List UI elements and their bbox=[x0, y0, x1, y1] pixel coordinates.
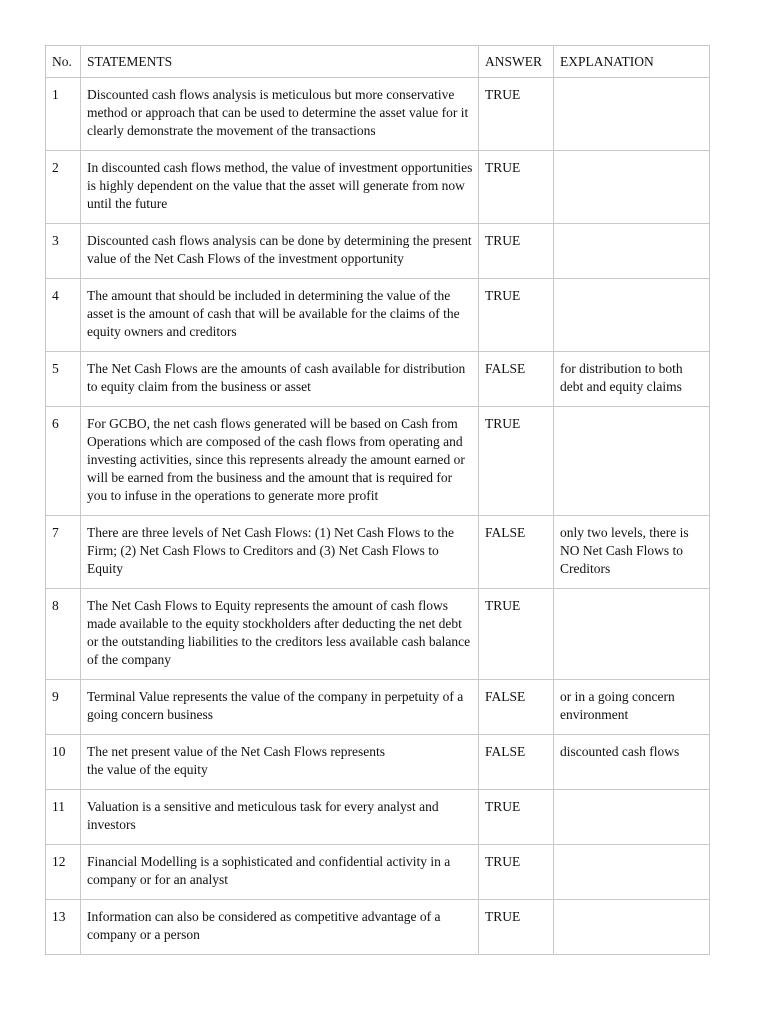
explanation-text bbox=[554, 224, 710, 279]
table-row bbox=[46, 224, 710, 279]
statement-text: The net present value of the Net Cash Flows represents the value of the equity bbox=[81, 735, 479, 790]
answer-value: TRUE bbox=[479, 589, 554, 680]
row-number: 4 bbox=[46, 279, 81, 352]
row-number: 2 bbox=[46, 151, 81, 224]
explanation-text bbox=[554, 845, 710, 900]
table-row bbox=[46, 900, 710, 955]
explanation-text bbox=[554, 407, 710, 516]
row-number: 8 bbox=[46, 589, 81, 680]
row-number: 1 bbox=[46, 78, 81, 151]
explanation-text bbox=[554, 279, 710, 352]
statements-table bbox=[45, 45, 710, 955]
explanation-text bbox=[554, 900, 710, 955]
table-row bbox=[46, 589, 710, 680]
table-row bbox=[46, 845, 710, 900]
explanation-text bbox=[554, 589, 710, 680]
explanation-text bbox=[554, 151, 710, 224]
table-row bbox=[46, 151, 710, 224]
answer-value: TRUE bbox=[479, 407, 554, 516]
answer-value: TRUE bbox=[479, 845, 554, 900]
row-number: 13 bbox=[46, 900, 81, 955]
answer-value: FALSE bbox=[479, 352, 554, 407]
statement-text: Financial Modelling is a sophisticated and confidential activity in a company or for an analyst bbox=[81, 845, 479, 900]
table-row bbox=[46, 516, 710, 589]
answer-value: TRUE bbox=[479, 78, 554, 151]
answer-value: FALSE bbox=[479, 516, 554, 589]
statement-text: Valuation is a sensitive and meticulous task for every analyst and investors bbox=[81, 790, 479, 845]
answer-value: FALSE bbox=[479, 680, 554, 735]
row-number: 10 bbox=[46, 735, 81, 790]
statement-text: In discounted cash flows method, the value of investment opportunities is highly dependent on the value that the asset will generate from now until the future bbox=[81, 151, 479, 224]
row-number: 7 bbox=[46, 516, 81, 589]
header-statements: STATEMENTS bbox=[81, 46, 479, 78]
explanation-text bbox=[554, 78, 710, 151]
table-row bbox=[46, 279, 710, 352]
answer-value: TRUE bbox=[479, 900, 554, 955]
header-explanation: EXPLANATION bbox=[554, 46, 710, 78]
row-number: 12 bbox=[46, 845, 81, 900]
explanation-text: or in a going concern environment bbox=[554, 680, 710, 735]
explanation-text: only two levels, there is NO Net Cash Flows to Creditors bbox=[554, 516, 710, 589]
table-row bbox=[46, 78, 710, 151]
answer-value: TRUE bbox=[479, 224, 554, 279]
table-row bbox=[46, 680, 710, 735]
statement-text: For GCBO, the net cash flows generated will be based on Cash from Operations which are composed of the cash flows from operating and investing activities, since this represents already the amount earned or will be earned from the business and the amount that is required for you to infuse in the operations to generate more profit bbox=[81, 407, 479, 516]
statement-text: Discounted cash flows analysis is meticulous but more conservative method or approach that can be used to determine the asset value for it clearly demonstrate the movement of the transactions bbox=[81, 78, 479, 151]
statement-text: Information can also be considered as competitive advantage of a company or a person bbox=[81, 900, 479, 955]
explanation-text: for distribution to both debt and equity claims bbox=[554, 352, 710, 407]
row-number: 6 bbox=[46, 407, 81, 516]
statement-text: Terminal Value represents the value of the company in perpetuity of a going concern business bbox=[81, 680, 479, 735]
table-row bbox=[46, 735, 710, 790]
header-row bbox=[46, 46, 710, 78]
row-number: 9 bbox=[46, 680, 81, 735]
explanation-text bbox=[554, 790, 710, 845]
statement-text: Discounted cash flows analysis can be done by determining the present value of the Net Cash Flows of the investment opportunity bbox=[81, 224, 479, 279]
row-number: 11 bbox=[46, 790, 81, 845]
table-row bbox=[46, 407, 710, 516]
explanation-text: discounted cash flows bbox=[554, 735, 710, 790]
statement-text: There are three levels of Net Cash Flows: (1) Net Cash Flows to the Firm; (2) Net Cash Flows to Creditors and (3) Net Cash Flows to Equity bbox=[81, 516, 479, 589]
table-row bbox=[46, 790, 710, 845]
row-number: 3 bbox=[46, 224, 81, 279]
answer-value: TRUE bbox=[479, 279, 554, 352]
header-no: No. bbox=[46, 46, 81, 78]
statement-text: The amount that should be included in determining the value of the asset is the amount of cash that will be available for the claims of the equity owners and creditors bbox=[81, 279, 479, 352]
header-answer: ANSWER bbox=[479, 46, 554, 78]
row-number: 5 bbox=[46, 352, 81, 407]
statement-text: The Net Cash Flows to Equity represents the amount of cash flows made available to the equity stockholders after deducting the net debt or the outstanding liabilities to the creditors less available cash balance of the company bbox=[81, 589, 479, 680]
answer-value: TRUE bbox=[479, 790, 554, 845]
statement-text: The Net Cash Flows are the amounts of cash available for distribution to equity claim from the business or asset bbox=[81, 352, 479, 407]
table-row bbox=[46, 352, 710, 407]
answer-value: FALSE bbox=[479, 735, 554, 790]
answer-value: TRUE bbox=[479, 151, 554, 224]
